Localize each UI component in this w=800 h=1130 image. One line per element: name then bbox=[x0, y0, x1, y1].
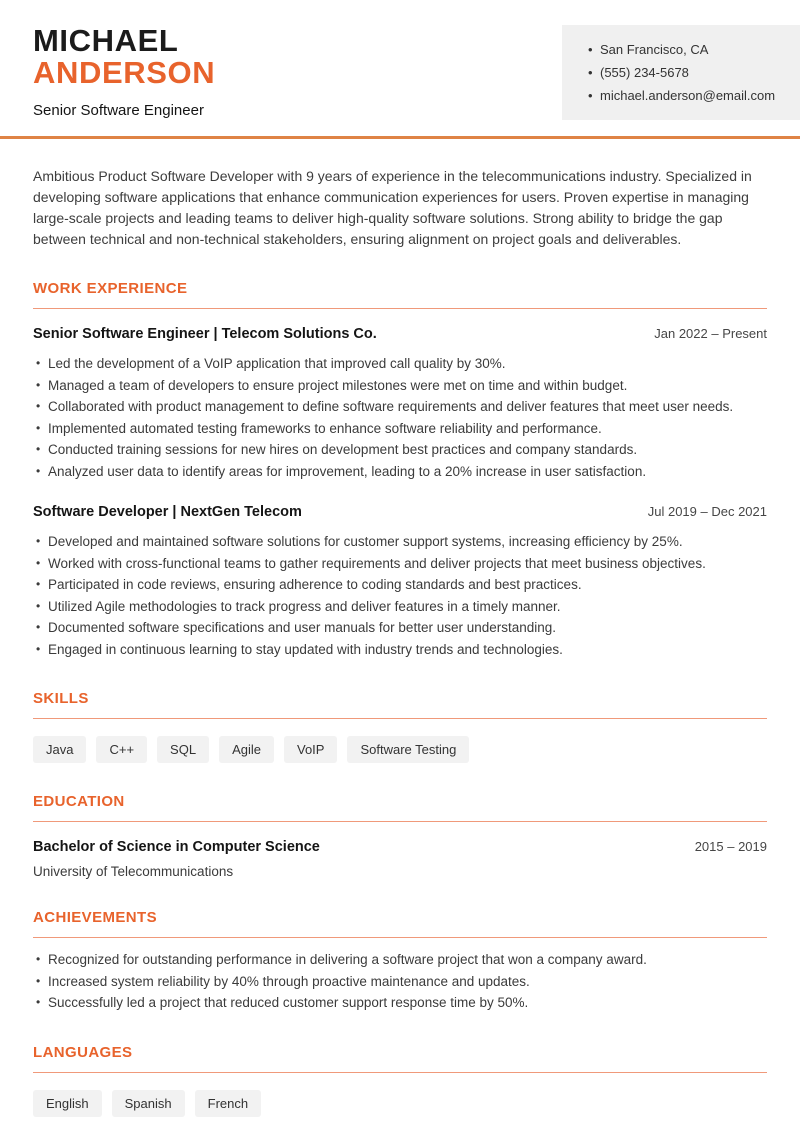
skill-tag: Software Testing bbox=[347, 736, 469, 763]
job-bullet: • Developed and maintained software solutions for customer support systems, increasing efficiency by 25%. bbox=[48, 531, 767, 553]
skill-tag: Java bbox=[33, 736, 86, 763]
resume-body bbox=[0, 166, 800, 1117]
contact-location: • San Francisco, CA bbox=[600, 38, 790, 61]
language-tag: French bbox=[195, 1090, 261, 1117]
job-entry bbox=[33, 504, 767, 660]
education-school: University of Telecommunications bbox=[33, 864, 234, 879]
job-dates: Jul 2019 – Dec 2021 bbox=[647, 504, 767, 519]
job-entry bbox=[33, 326, 767, 482]
job-bullet: • Analyzed user data to identify areas for improvement, leading to a 20% increase in user satisfaction. bbox=[48, 461, 767, 483]
contact-email: • michael.anderson@email.com bbox=[600, 84, 790, 107]
job-bullet: • Engaged in continuous learning to stay updated with industry trends and technologies. bbox=[48, 639, 767, 661]
contact-phone: • (555) 234-5678 bbox=[600, 61, 790, 84]
job-bullet: • Participated in code reviews, ensuring adherence to coding standards and best practices. bbox=[48, 574, 767, 596]
contact-info-box bbox=[562, 25, 800, 120]
resume-header bbox=[0, 0, 800, 120]
language-tag: English bbox=[33, 1090, 102, 1117]
education-dates: 2015 – 2019 bbox=[694, 839, 767, 854]
skill-tag: SQL bbox=[157, 736, 209, 763]
language-tag: Spanish bbox=[112, 1090, 185, 1117]
section-title-skills: SKILLS bbox=[33, 690, 767, 719]
achievement-bullet: • Increased system reliability by 40% through proactive maintenance and updates. bbox=[48, 971, 767, 993]
section-title-achievements: ACHIEVEMENTS bbox=[33, 909, 767, 938]
section-education bbox=[33, 793, 767, 879]
job-bullet: • Implemented automated testing frameworks to enhance software reliability and performance. bbox=[48, 418, 767, 440]
section-title-work-experience: WORK EXPERIENCE bbox=[33, 280, 767, 309]
job-bullet: • Led the development of a VoIP application that improved call quality by 30%. bbox=[48, 353, 767, 375]
job-title: Senior Software Engineer | Telecom Solutions Co. bbox=[33, 326, 377, 342]
section-languages bbox=[33, 1044, 767, 1117]
header-divider bbox=[0, 136, 800, 139]
skill-tag: VoIP bbox=[284, 736, 337, 763]
candidate-job-title: Senior Software Engineer bbox=[33, 102, 204, 119]
education-degree: Bachelor of Science in Computer Science bbox=[33, 839, 320, 855]
education-header bbox=[33, 839, 767, 855]
professional-summary: Ambitious Product Software Developer with 9 years of experience in the telecommunications industry. Specialized in developing software applications that enhance communication experiences for users. Proven expertise in managing large-scale projects and leading teams to deliver high-quality software solutions. Strong ability to bridge the gap between technical and non-technical stakeholders, ensuring alignment on project goals and deliverables. bbox=[33, 168, 752, 247]
candidate-first-name: MICHAEL bbox=[33, 23, 179, 58]
skill-tag-list bbox=[33, 736, 767, 763]
achievement-bullet: • Recognized for outstanding performance in delivering a software project that won a company award. bbox=[48, 949, 767, 971]
job-bullet-list bbox=[33, 531, 767, 660]
job-dates: Jan 2022 – Present bbox=[654, 326, 767, 341]
section-skills bbox=[33, 690, 767, 763]
job-title: Software Developer | NextGen Telecom bbox=[33, 504, 302, 520]
section-achievements bbox=[33, 909, 767, 1014]
job-bullet: • Managed a team of developers to ensure project milestones were met on time and within budget. bbox=[48, 375, 767, 397]
section-title-education: EDUCATION bbox=[33, 793, 767, 822]
candidate-last-name: ANDERSON bbox=[33, 55, 216, 90]
job-bullet: • Collaborated with product management to define software requirements and deliver features that meet user needs. bbox=[48, 396, 767, 418]
job-header bbox=[33, 504, 767, 520]
skill-tag: Agile bbox=[219, 736, 274, 763]
skill-tag: C++ bbox=[96, 736, 147, 763]
section-work-experience bbox=[33, 280, 767, 660]
job-bullet: • Conducted training sessions for new hires on development best practices and company standards. bbox=[48, 439, 767, 461]
achievement-bullet: • Successfully led a project that reduced customer support response time by 50%. bbox=[48, 992, 767, 1014]
job-bullet-list bbox=[33, 353, 767, 482]
job-header bbox=[33, 326, 767, 342]
achievement-bullet-list bbox=[33, 949, 767, 1014]
job-bullet: • Utilized Agile methodologies to track progress and deliver features in a timely manner. bbox=[48, 596, 767, 618]
section-title-languages: LANGUAGES bbox=[33, 1044, 767, 1073]
language-tag-list bbox=[33, 1090, 767, 1117]
job-bullet: • Worked with cross-functional teams to gather requirements and deliver projects that meet business objectives. bbox=[48, 553, 767, 575]
job-bullet: • Documented software specifications and user manuals for better user understanding. bbox=[48, 617, 767, 639]
